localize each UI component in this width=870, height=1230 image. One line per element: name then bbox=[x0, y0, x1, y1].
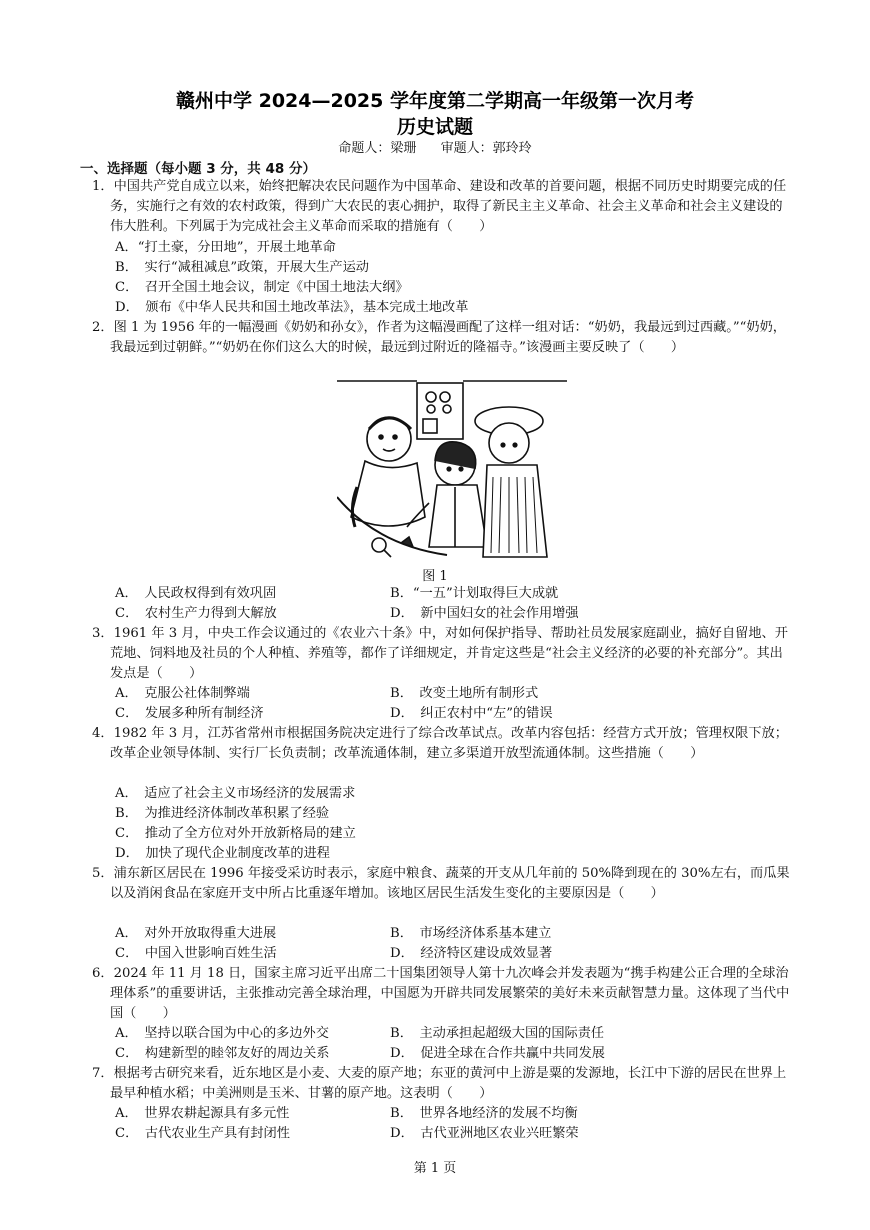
exam-title: 赣州中学 2024—2025 学年度第二学期高一年级第一次月考 bbox=[176, 90, 694, 112]
authors-line bbox=[0, 137, 870, 156]
option-a: A． 人民政权得到有效巩固 bbox=[115, 586, 277, 601]
question-4 bbox=[92, 724, 794, 764]
option-a: A． 世界农耕起源具有多元性 bbox=[115, 1106, 290, 1121]
option-d: D． 颁布《中华人民共和国土地改革法》，基本完成土地改革 bbox=[115, 300, 469, 315]
option-a: A． 坚持以联合国为中心的多边外交 bbox=[115, 1026, 329, 1041]
option-a: A． 克服公社体制弊端 bbox=[115, 686, 250, 701]
reviewer: 审题人：郭玲玲 bbox=[440, 141, 532, 156]
option-d: D． 加快了现代企业制度改革的进程 bbox=[115, 846, 330, 861]
exam-subtitle: 历史试题 bbox=[396, 116, 473, 138]
section-heading: 一、选择题（每小题 3 分，共 48 分） bbox=[80, 161, 316, 177]
question-3 bbox=[92, 624, 794, 685]
question-stem: 4．1982 年 3 月，江苏省常州市根据国务院决定进行了综合改革试点。改革内容包括：经营方式开放；管理权限下放；改革企业领导体制、实行厂长负责制；改革流通体制，建立多渠道开放型流通体制。这些措施（ ） bbox=[92, 726, 788, 762]
option-d: D． 促进全球在合作共赢中共同发展 bbox=[390, 1046, 605, 1061]
option-d: D． 新中国妇女的社会作用增强 bbox=[390, 606, 579, 621]
question-stem: 1．中国共产党自成立以来，始终把解决农民问题作为中国革命、建设和改革的首要问题，根据不同历史时期要完成的任务，实施行之有效的农村政策，得到广大农民的衷心拥护，取得了新民主主义革命、社会主义革命和社会主义建设的伟大胜利。下列属于为完成社会主义革命而采取的措施有（ ） bbox=[92, 179, 787, 235]
option-d: D． 古代亚洲地区农业兴旺繁荣 bbox=[390, 1126, 579, 1141]
question-2 bbox=[92, 318, 794, 358]
option-a: A． 适应了社会主义市场经济的发展需求 bbox=[115, 786, 356, 801]
option-b: B． 改变土地所有制形式 bbox=[390, 686, 539, 701]
option-b: B．“一五”计划取得巨大成就 bbox=[390, 586, 559, 601]
option-c: C． 构建新型的睦邻友好的周边关系 bbox=[115, 1046, 330, 1061]
question-5 bbox=[92, 864, 794, 904]
option-b: B． 世界各地经济的发展不均衡 bbox=[390, 1106, 578, 1121]
option-d: D． 经济特区建设成效显著 bbox=[390, 946, 553, 961]
question-7 bbox=[92, 1064, 794, 1104]
option-c: C． 推动了全方位对外开放新格局的建立 bbox=[115, 826, 356, 841]
author: 命题人：梁珊 bbox=[338, 141, 417, 156]
option-b: B． 市场经济体系基本建立 bbox=[390, 926, 552, 941]
option-c: C． 召开全国土地会议，制定《中国土地法大纲》 bbox=[115, 280, 409, 295]
question-6 bbox=[92, 964, 794, 1025]
option-c: C． 中国入世影响百姓生活 bbox=[115, 946, 277, 961]
option-a: A． 对外开放取得重大进展 bbox=[115, 926, 277, 941]
option-a: A．“打土豪，分田地”，开展土地革命 bbox=[115, 240, 336, 255]
figure-caption: 图 1 bbox=[422, 569, 448, 584]
question-stem: 3．1961 年 3 月，中央工作会议通过的《农业六十条》中，对如何保护指导、帮助社员发展家庭副业，搞好自留地、开荒地、饲料地及社员的个人种植、养殖等，都作了详细规定，并肯定这些是“社会主义经济的必要的补充部分”。其出发点是（ ） bbox=[92, 626, 788, 682]
page-number: 第 1 页 bbox=[413, 1161, 457, 1176]
question-stem: 5．浦东新区居民在 1996 年接受采访时表示，家庭中粮食、蔬菜的开支从几年前的 50%降到现在的 30%左右，而瓜果以及消闲食品在家庭开支中所占比重逐年增加。该地区居民生活发生变化的主要原因是（ ） bbox=[92, 866, 790, 902]
option-c: C． 发展多种所有制经济 bbox=[115, 706, 264, 721]
option-b: B． 实行“减租减息”政策，开展大生产运动 bbox=[115, 260, 369, 275]
question-stem: 7．根据考古研究来看，近东地区是小麦、大麦的原产地；东亚的黄河中上游是粟的发源地，长江中下游的居民在世界上最早种植水稻；中美洲则是玉米、甘薯的原产地。这表明（ ） bbox=[92, 1066, 787, 1102]
option-c: C． 古代农业生产具有封闭性 bbox=[115, 1126, 290, 1141]
option-b: B． 为推进经济体制改革积累了经验 bbox=[115, 806, 330, 821]
cartoon-grandma-and-granddaughters bbox=[337, 377, 567, 565]
option-b: B． 主动承担起超级大国的国际责任 bbox=[390, 1026, 605, 1041]
question-stem: 2．图 1 为 1956 年的一幅漫画《奶奶和孙女》，作者为这幅漫画配了这样一组对话：“奶奶，我最远到过西藏。”“奶奶，我最远到过朝鲜。”“奶奶在你们这么大的时候，最远到过附近的隆福寺。”该漫画主要反映了（ ） bbox=[92, 320, 786, 356]
option-d: D． 纠正农村中“左”的错误 bbox=[390, 706, 553, 721]
question-1 bbox=[92, 177, 794, 238]
question-stem: 6．2024 年 11 月 18 日，国家主席习近平出席二十国集团领导人第十九次峰会并发表题为“携手构建公正合理的全球治理体系”的重要讲话，主张推动完善全球治理，中国愿为开辟共同发展繁荣的美好未来贡献智慧力量。这体现了当代中国（ ） bbox=[92, 966, 790, 1022]
option-c: C． 农村生产力得到大解放 bbox=[115, 606, 277, 621]
